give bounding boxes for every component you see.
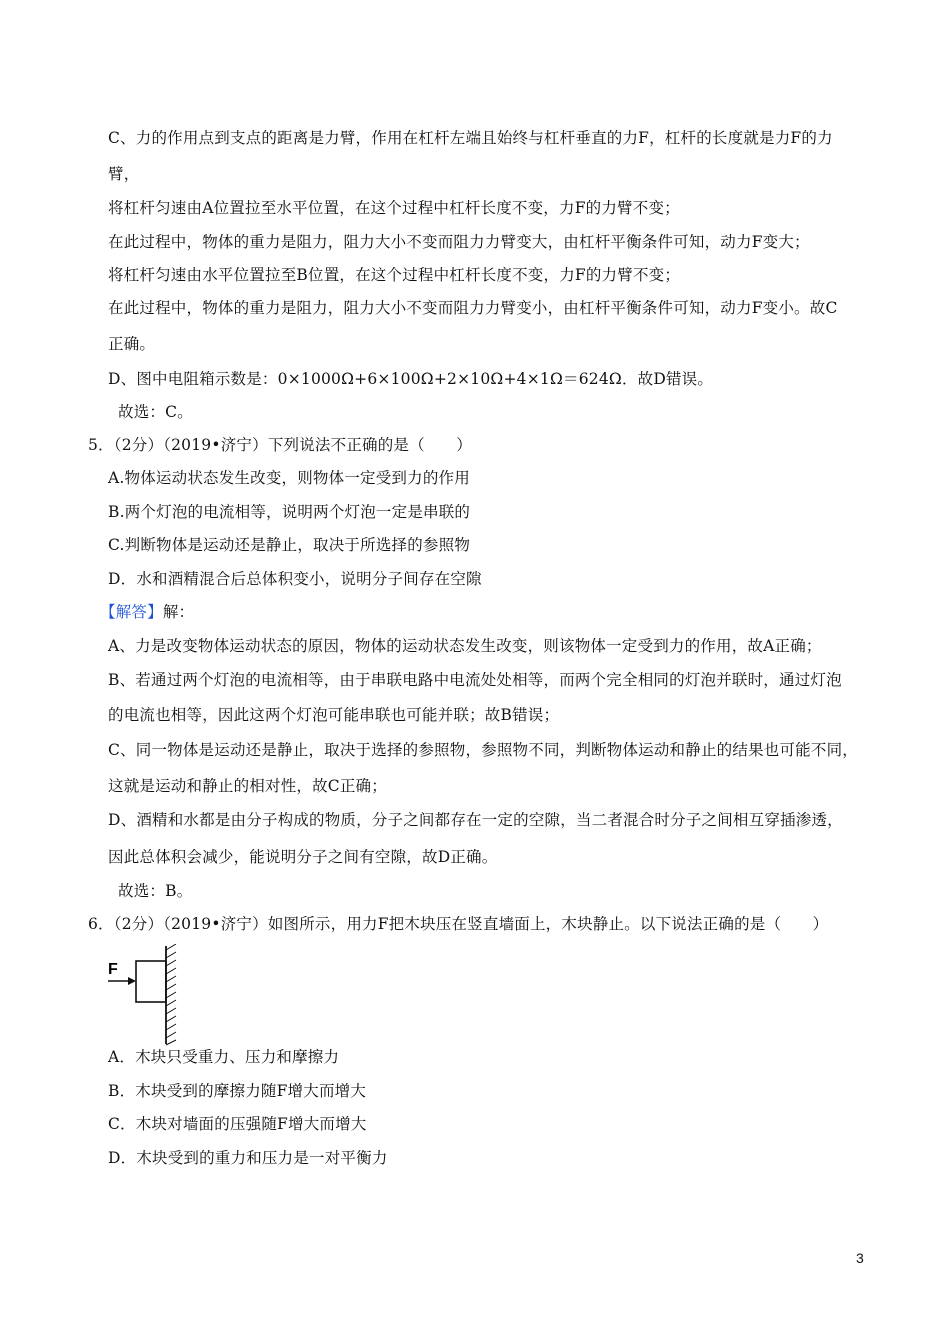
answer-tag: 【解答】 <box>100 603 163 621</box>
prev-answer-c-line-3: 将杠杆匀速由A位置拉至水平位置，在这个过程中杠杆长度不变，力F的力臂不变； <box>108 199 680 217</box>
prev-answer-c-line-5: 将杠杆匀速由水平位置拉至B位置，在这个过程中杠杆长度不变，力F的力臂不变； <box>108 266 681 284</box>
force-arrow-head-icon <box>128 977 136 985</box>
prev-answer-c-line-1: C、力的作用点到支点的距离是力臂，作用在杠杆左端且始终与杠杆垂直的力F，杠杆的长度就是力F的力 <box>108 129 833 147</box>
q5-stem: 5．（2分）（2019•济宁）下列说法不正确的是（ ） <box>88 436 472 454</box>
q5-answer-line: A、力是改变物体运动状态的原因，物体的运动状态发生改变，则该物体一定受到力的作用，故A正确； <box>108 637 822 655</box>
prev-answer-c-line-7: 正确。 <box>108 335 156 353</box>
prev-answer-d-line: D、图中电阻箱示数是：0×1000Ω+6×100Ω+2×10Ω+4×1Ω＝624Ω．故D错误。 <box>108 370 714 388</box>
q5-answer-heading <box>100 602 194 622</box>
q6-stem: 6．（2分）（2019•济宁）如图所示，用力F把木块压在竖直墙面上，木块静止。以下说法正确的是（ ） <box>88 915 829 933</box>
q6-option-c: C．木块对墙面的压强随F增大而增大 <box>108 1115 367 1133</box>
prev-answer-c-line-6: 在此过程中，物体的重力是阻力，阻力大小不变而阻力力臂变小，由杠杆平衡条件可知，动力F变小。故C <box>108 299 838 317</box>
prev-answer-c-line-4: 在此过程中，物体的重力是阻力，阻力大小不变而阻力力臂变大，由杠杆平衡条件可知，动力F变大； <box>108 233 810 251</box>
q6-option-a: A．木块只受重力、压力和摩擦力 <box>108 1048 340 1066</box>
q6-option-b: B．木块受到的摩擦力随F增大而增大 <box>108 1082 367 1100</box>
prev-answer-choice: 故选：C。 <box>118 403 193 421</box>
q5-choice: 故选：B。 <box>118 882 193 900</box>
q5-answer-line: 的电流也相等，因此这两个灯泡可能串联也可能并联；故B错误； <box>108 706 560 724</box>
force-wall-block-diagram <box>104 944 194 1046</box>
q5-option-a: A.物体运动状态发生改变，则物体一定受到力的作用 <box>108 469 470 487</box>
q5-option-d: D．水和酒精混合后总体积变小，说明分子间存在空隙 <box>108 570 482 588</box>
force-label-f: F <box>108 961 118 978</box>
q5-answer-line: B、若通过两个灯泡的电流相等，由于串联电路中电流处处相等，而两个完全相同的灯泡并联时，通过灯泡 <box>108 671 842 689</box>
wood-block <box>136 961 166 1002</box>
prev-answer-c-line-2: 臂， <box>108 165 140 183</box>
page-number: 3 <box>856 1250 864 1266</box>
q5-answer-line: C、同一物体是运动还是静止，取决于选择的参照物，参照物不同，判断物体运动和静止的结果也可能不同， <box>108 741 858 759</box>
q5-answer-line: 这就是运动和静止的相对性，故C正确； <box>108 777 387 795</box>
q5-answer-line: D、酒精和水都是由分子构成的物质，分子之间都存在一定的空隙，当二者混合时分子之间相互穿插渗透， <box>108 811 843 829</box>
q6-option-d: D．木块受到的重力和压力是一对平衡力 <box>108 1149 388 1167</box>
q5-option-b: B.两个灯泡的电流相等，说明两个灯泡一定是串联的 <box>108 503 471 521</box>
q5-answer-line: 因此总体积会减少，能说明分子之间有空隙，故D正确。 <box>108 848 498 866</box>
answer-intro: 解： <box>162 603 195 621</box>
wall-hatching <box>166 944 176 1045</box>
q5-option-c: C.判断物体是运动还是静止，取决于所选择的参照物 <box>108 536 471 554</box>
